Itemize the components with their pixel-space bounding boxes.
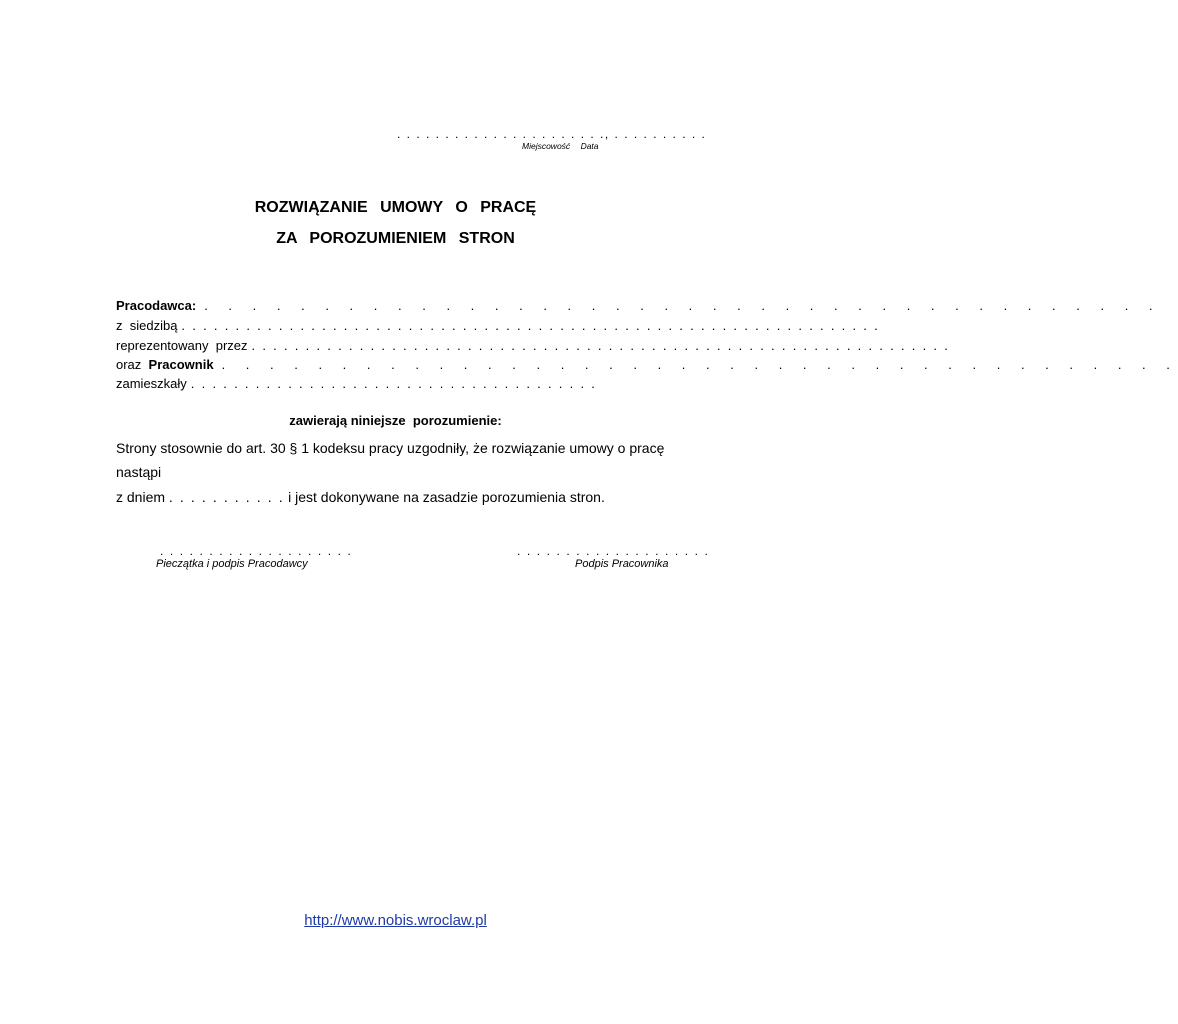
- agreement-heading: zawierają niniejsze porozumienie:: [289, 413, 502, 428]
- represented-label: reprezentowany przez: [116, 338, 248, 353]
- date-place-fill-line: . . . . . . . . . . . . . . . . . . . . . ., . . . . . . . . . .: [397, 127, 707, 141]
- footer-website-link[interactable]: http://www.nobis.wroclaw.pl: [304, 912, 487, 929]
- employee-fill-line: . . . . . . . . . . . . . . . . . . . . . . . . . . . . . . . . . . . . . . . .: [221, 357, 1178, 372]
- agreement-text-line3: [116, 489, 605, 505]
- residing-label: zamieszkały: [116, 376, 187, 391]
- date-place-caption: [522, 141, 599, 151]
- employer-signature-caption: Pieczątka i podpis Pracodawcy: [156, 558, 308, 570]
- employer-label: Pracodawca:: [116, 298, 197, 313]
- employer-row: [116, 296, 1162, 316]
- agreement-text-suffix: i jest dokonywane na zasadzie porozumienia stron.: [288, 489, 605, 505]
- represented-fill-line: . . . . . . . . . . . . . . . . . . . . . . . . . . . . . . . . . . . . . . . . . . . . . . . . . . . . . . . . . . . . . . . . .: [251, 338, 950, 353]
- seat-row: [116, 316, 880, 336]
- document-title-line2: ZA POROZUMIENIEM STRON: [276, 230, 515, 247]
- represented-row: [116, 336, 950, 356]
- employee-label: Pracownik: [148, 357, 214, 372]
- seat-fill-line: . . . . . . . . . . . . . . . . . . . . . . . . . . . . . . . . . . . . . . . . . . . . . . . . . . . . . . . . . . . . . . . . .: [181, 318, 880, 333]
- seat-label: z siedzibą: [116, 318, 178, 333]
- date-caption: Data: [580, 141, 599, 151]
- employer-signature-line: . . . . . . . . . . . . . . . . . . . .: [160, 544, 353, 558]
- date-from-label: z dniem: [116, 489, 166, 505]
- employee-signature-line: . . . . . . . . . . . . . . . . . . . .: [517, 544, 710, 558]
- termination-date-fill-line: . . . . . . . . . . .: [168, 489, 285, 505]
- residing-fill-line: . . . . . . . . . . . . . . . . . . . . . . . . . . . . . . . . . . . . . .: [190, 376, 597, 391]
- agreement-text-line1: Strony stosownie do art. 30 § 1 kodeksu pracy uzgodniły, że rozwiązanie umowy o pracę: [116, 440, 665, 456]
- employer-fill-line: . . . . . . . . . . . . . . . . . . . . . . . . . . . . . . . . . . . . . . . .: [204, 298, 1162, 313]
- place-caption: Miejscowość: [522, 141, 571, 151]
- employee-row: [116, 355, 1178, 375]
- residing-row: [116, 374, 674, 394]
- employee-signature-caption: Podpis Pracownika: [575, 558, 669, 570]
- document-title-line1: ROZWIĄZANIE UMOWY O PRACĘ: [254, 199, 537, 216]
- agreement-text-line2: nastąpi: [116, 464, 162, 480]
- and-label: oraz: [116, 357, 142, 372]
